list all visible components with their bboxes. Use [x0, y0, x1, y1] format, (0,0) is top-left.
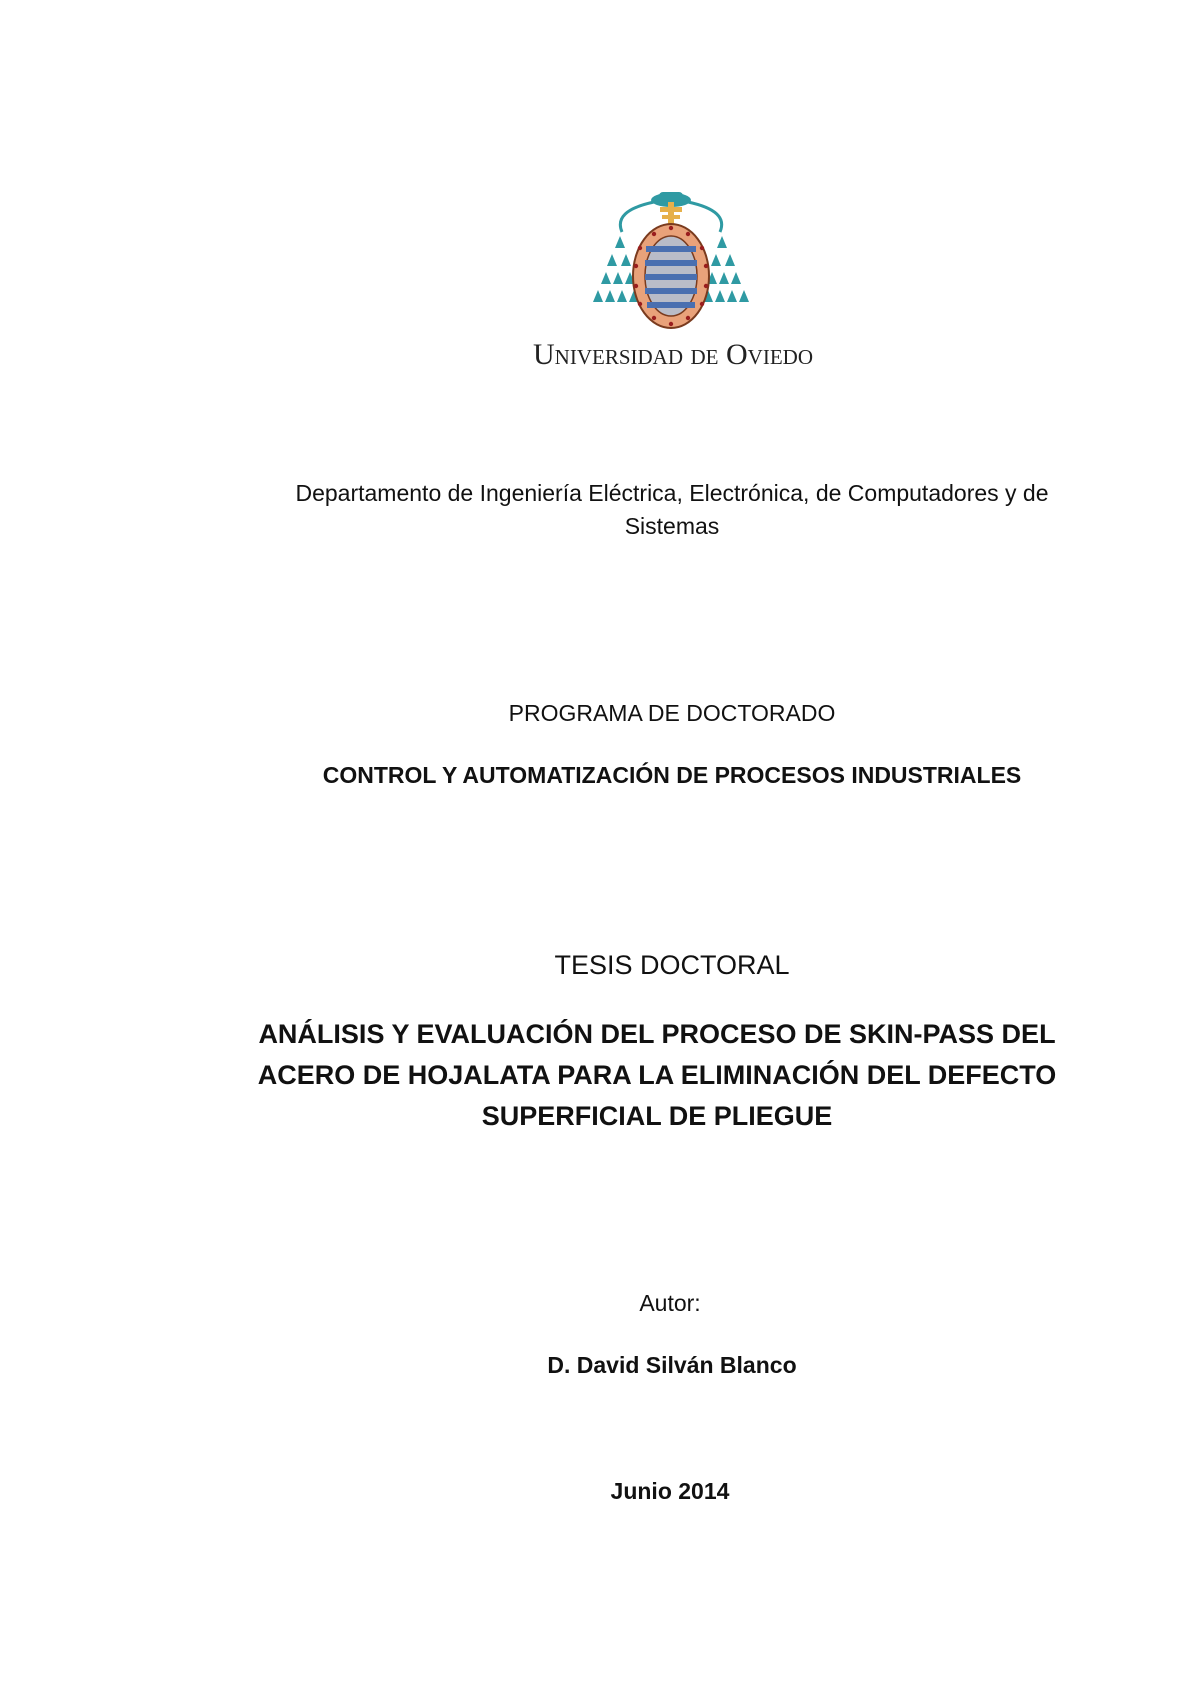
thesis-label: TESIS DOCTORAL — [554, 950, 790, 980]
department-name: Departamento de Ingeniería Eléctrica, Electrónica, de Computadores y de Sistemas — [295, 480, 1049, 539]
university-coat-of-arms-icon — [586, 188, 756, 338]
thesis-title: ANÁLISIS Y EVALUACIÓN DEL PROCESO DE SKIN-PASS DEL ACERO DE HOJALATA PARA LA ELIMINACIÓN DEL DEFECTO SUPERFICIAL DE PLIEGUE — [257, 1019, 1057, 1131]
university-wordmark: Universidad de Oviedo — [533, 338, 813, 371]
thesis-date: Junio 2014 — [610, 1478, 730, 1504]
program-label: PROGRAMA DE DOCTORADO — [508, 700, 836, 726]
program-name: CONTROL Y AUTOMATIZACIÓN DE PROCESOS INDUSTRIALES — [322, 762, 1022, 788]
author-label: Autor: — [639, 1290, 701, 1316]
author-name: D. David Silván Blanco — [547, 1352, 797, 1378]
